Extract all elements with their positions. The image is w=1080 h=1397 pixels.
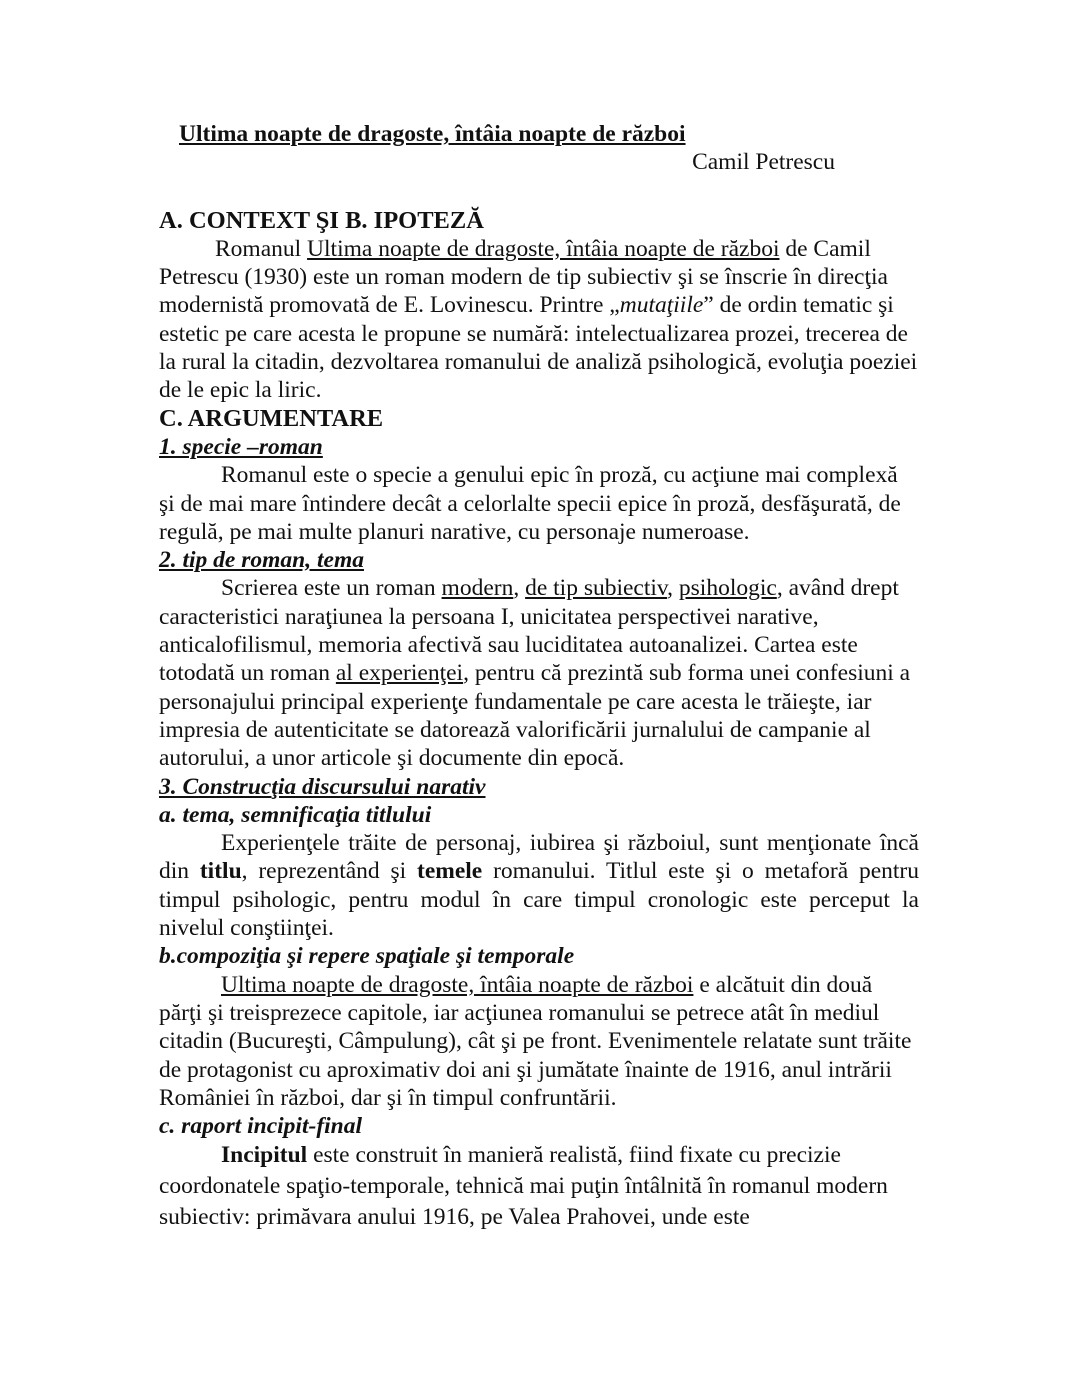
subheading-constructia: 3. Construcţia discursului narativ — [159, 773, 486, 800]
subheading-specie: 1. specie –roman — [159, 433, 323, 460]
incipit-paragraph: Incipitul este construit în manieră realistă, fiind fixate cu precizie coordonatele spaţio-temporale, tehnică mai puţin întâlnită în romanul modern subiectiv: primăvara anului 1916, pe Valea Prahovei, unde este — [159, 1142, 888, 1231]
subheading-tema: a. tema, semnificaţia titlului — [159, 801, 432, 828]
subheading-incipit-final: c. raport incipit-final — [159, 1113, 363, 1140]
subheading-compozitia: b.compoziţia şi repere spaţiale şi temporale — [159, 943, 575, 970]
specie-paragraph: Romanul este o specie a genului epic în proză, cu acţiune mai complexă şi de mai mare întindere decât a celorlalte specii epice în proză, desfăşurată, de regulă, pe mai multe planuri narative, cu personaje numeroase. — [159, 462, 901, 545]
novel-title-underlined: Ultima noapte de dragoste, întâia noapte de război — [307, 235, 780, 262]
italic-term: mutaţiile — [619, 292, 704, 319]
section-heading-context: A. CONTEXT ŞI B. IPOTEZĂ — [159, 206, 484, 234]
compozitia-paragraph: Ultima noapte de dragoste, întâia noapte de război e alcătuit din două părţi şi treisprezece capitole, iar acţiunea romanului se petrece atât în mediul citadin (Bucureşti, Câmpulung), cât şi pe front. Evenimentele relatate sunt trăite de protagonist cu aproximativ doi ani şi jumătate înainte de 1916, anul intrării României în război, dar şi în timpul confruntării. — [159, 971, 912, 1111]
document-body — [159, 120, 919, 1233]
section-heading-argumentare: C. ARGUMENTARE — [159, 404, 384, 432]
document-title: Ultima noapte de dragoste, întâia noapte de război — [179, 121, 686, 147]
tip-roman-paragraph: Scrierea este un roman modern, de tip subiectiv, psihologic, având drept caracteristici naraţiunea la persoana I, unicitatea perspectivei narative, anticalofilismul, memoria afectivă sau luciditatea autoanalizei. Cartea este totodată un roman al experienţei, pentru că prezintă sub forma unei confesiuni a personajului principal experienţe fundamentale pe care acesta le trăieşte, iar impresia de autenticitate se datorează valorificării jurnalului de campanie al autorului, a unor articole şi documente din epocă. — [159, 575, 911, 772]
tema-paragraph: Experienţele trăite de personaj, iubirea şi războiul, sunt menţionate încă din titlu, reprezentând şi temele romanului. Titlul este şi o metaforă pentru timpul psihologic, pentru modul în care timpul cronologic este perceput la nivelul conştiinţei. — [159, 830, 919, 942]
document-author: Camil Petrescu — [692, 149, 835, 176]
subheading-tip-roman: 2. tip de roman, tema — [159, 547, 364, 574]
context-paragraph: Romanul Ultima noapte de dragoste, întâia noapte de război de Camil Petrescu (1930) este un roman modern de tip subiectiv şi se înscrie în direcţia modernistă promovată de E. Lovinescu. Printre „mutaţiile” de ordin tematic şi estetic pe care acesta le propune se numără: intelectualizarea prozei, trecerea de la rural la citadin, dezvoltarea romanului de analiză psihologică, evoluţia poeziei de le epic la liric. — [159, 235, 918, 404]
